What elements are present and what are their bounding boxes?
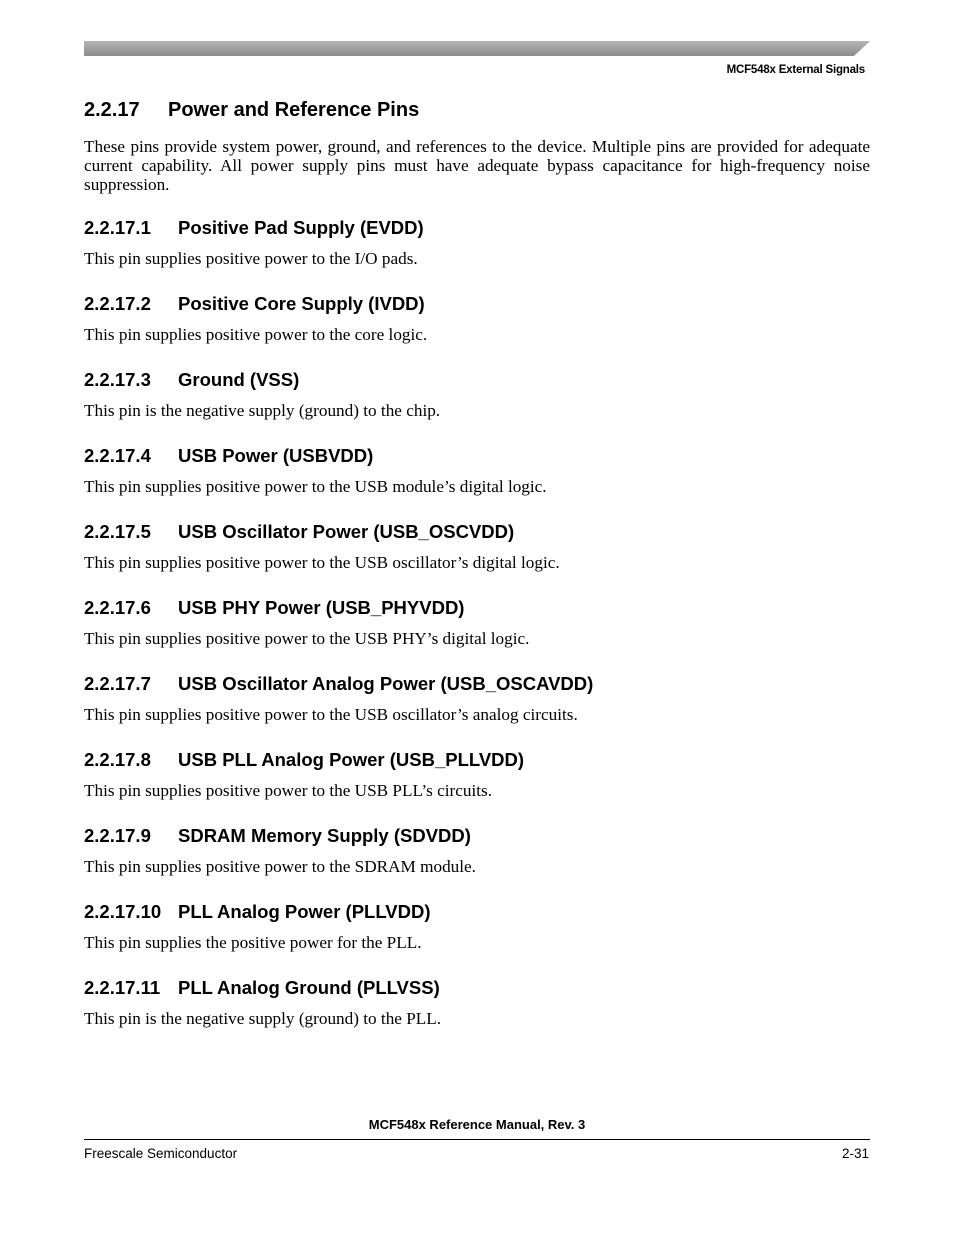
subsection-number: 2.2.17.8 [84, 749, 151, 770]
subsection-text: This pin supplies positive power to the core logic. [84, 325, 428, 344]
subsection-number: 2.2.17.9 [84, 825, 151, 846]
subsection-text: This pin supplies positive power to the I/O pads. [84, 249, 418, 268]
subsection-title: PLL Analog Ground (PLLVSS) [178, 977, 440, 998]
subsection-text: This pin is the negative supply (ground) to the chip. [84, 401, 441, 420]
subsection-number: 2.2.17.10 [84, 901, 162, 922]
footer-divider [84, 1139, 870, 1140]
subsection-title: USB Oscillator Analog Power (USB_OSCAVDD) [178, 673, 594, 694]
subsection-text: This pin is the negative supply (ground) to the PLL. [84, 1009, 442, 1028]
subsection-text: This pin supplies the positive power for the PLL. [84, 933, 422, 952]
subsection-title: PLL Analog Power (PLLVDD) [178, 901, 431, 922]
subsection-title: Ground (VSS) [178, 369, 300, 390]
subsection-heading [84, 974, 870, 1001]
header-bar-shape [84, 41, 870, 56]
subsection-heading [84, 746, 870, 773]
subsection-number: 2.2.17.2 [84, 293, 151, 314]
subsection-text: This pin supplies positive power to the USB module’s digital logic. [84, 477, 547, 496]
subsection-title: Positive Core Supply (IVDD) [178, 293, 425, 314]
section-intro: These pins provide system power, ground, and references to the device. Multiple pins are provided for adequate current capability. All power supply pins must have adequate bypass capacitance for high-frequency noise suppression. [84, 137, 870, 194]
subsection-heading [84, 214, 870, 241]
subsection-number: 2.2.17.3 [84, 369, 151, 390]
subsection-text: This pin supplies positive power to the USB oscillator’s digital logic. [84, 553, 560, 572]
subsection-heading [84, 442, 870, 469]
subsection-title: USB PLL Analog Power (USB_PLLVDD) [178, 749, 525, 770]
subsection-number: 2.2.17.11 [84, 977, 161, 998]
subsection-number: 2.2.17.6 [84, 597, 151, 618]
subsection-number: 2.2.17.4 [84, 445, 151, 466]
subsection-title: USB Oscillator Power (USB_OSCVDD) [178, 521, 515, 542]
subsection-text: This pin supplies positive power to the USB PLL’s circuits. [84, 781, 493, 800]
subsection-text: This pin supplies positive power to the USB oscillator’s analog circuits. [84, 705, 578, 724]
page-content [84, 96, 870, 1028]
section-heading [84, 96, 870, 125]
subsection-text: This pin supplies positive power to the USB PHY’s digital logic. [84, 629, 530, 648]
header-bar [84, 41, 870, 56]
subsection-title: SDRAM Memory Supply (SDVDD) [178, 825, 471, 846]
subsection-number: 2.2.17.1 [84, 217, 151, 238]
footer-page-number: 2-31 [841, 1146, 869, 1161]
subsection-number: 2.2.17.7 [84, 673, 151, 694]
subsection-text: This pin supplies positive power to the SDRAM module. [84, 857, 476, 876]
section-number: 2.2.17 [84, 99, 140, 121]
subsection-number: 2.2.17.5 [84, 521, 151, 542]
subsection-heading [84, 290, 870, 317]
footer-manual-title: MCF548x Reference Manual, Rev. 3 [368, 1117, 586, 1132]
subsection-heading [84, 518, 870, 545]
subsection-heading [84, 670, 870, 697]
subsection-title: USB PHY Power (USB_PHYVDD) [178, 597, 465, 618]
subsection-heading [84, 366, 870, 393]
section-title: Power and Reference Pins [168, 99, 420, 121]
subsection-title: USB Power (USBVDD) [178, 445, 374, 466]
subsection-heading [84, 822, 870, 849]
subsection-title: Positive Pad Supply (EVDD) [178, 217, 424, 238]
subsection-heading [84, 898, 870, 925]
subsection-heading [84, 594, 870, 621]
running-head: MCF548x External Signals [726, 64, 865, 76]
footer-company: Freescale Semiconductor [84, 1146, 238, 1161]
